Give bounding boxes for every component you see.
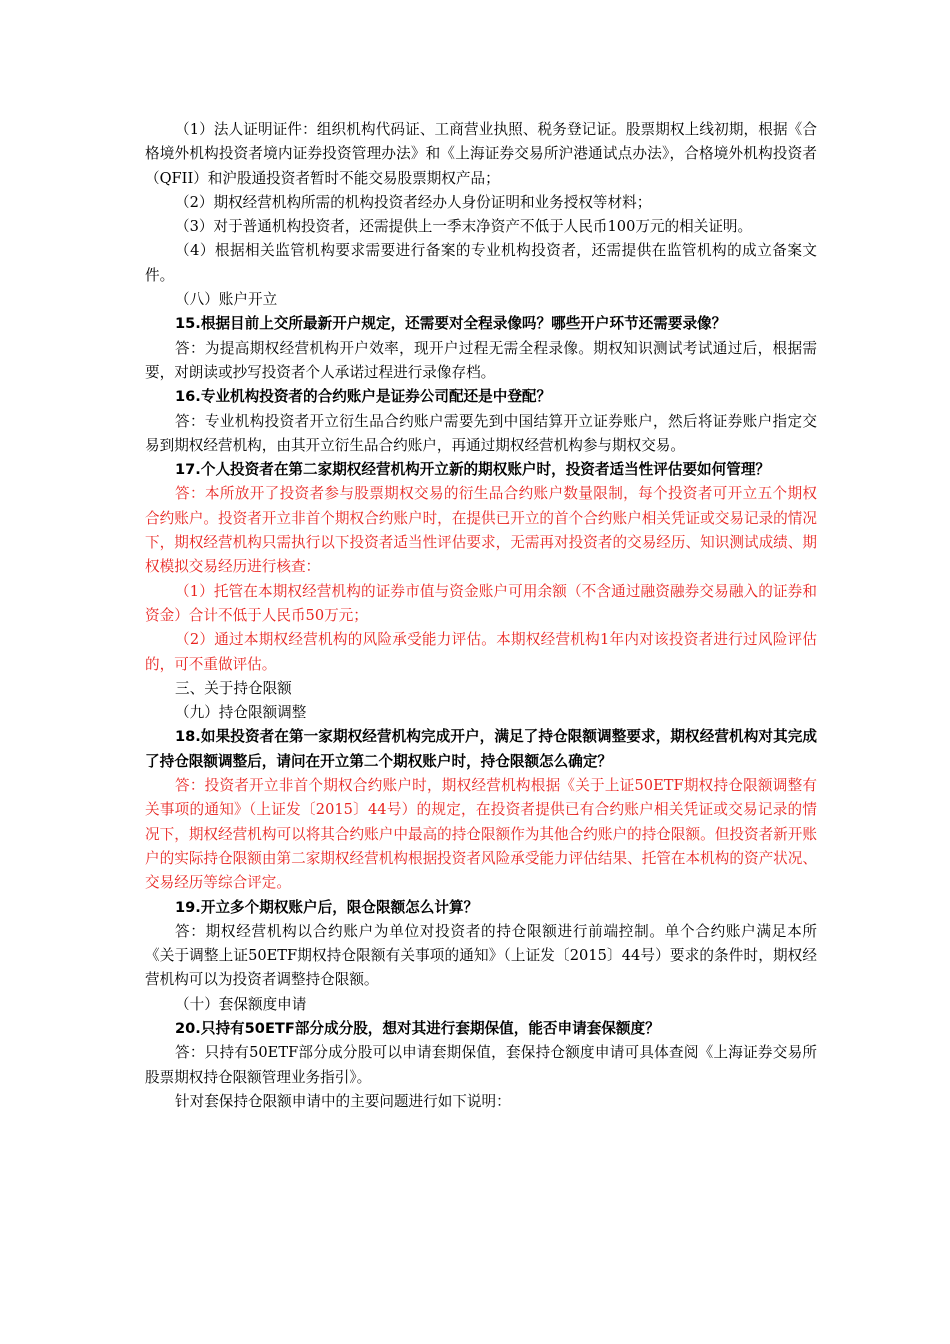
question-19: 19.开立多个期权账户后，限仓限额怎么计算？	[175, 898, 479, 916]
paragraph-item-1: （1）法人证明证件：组织机构代码证、工商营业执照、税务登记证。股票期权上线初期，根据《合格境外机构投资者境内证券投资管理办法》和《上海证券交易所沪港通试点办法》，合格境外机构投资者（QFII）和沪股通投资者暂时不能交易股票期权产品；	[145, 121, 817, 187]
paragraph-item-2: （2）期权经营机构所需的机构投资者经办人身份证明和业务授权等材料；	[175, 193, 652, 211]
question-18: 18.如果投资者在第一家期权经营机构完成开户，满足了持仓限额调整要求，期权经营机构对其完成了持仓限额调整后，请问在开立第二个期权账户时，持仓限额怎么确定？	[145, 728, 817, 770]
answer-18: 答：投资者开立非首个期权合约账户时，期权经营机构根据《关于上证50ETF期权持仓限额调整有关事项的通知》（上证发〔2015〕44号）的规定，在投资者提供已有合约账户相关凭证或交易记录的情况下，期权经营机构可以将其合约账户中最高的持仓限额作为其他合约账户的持仓限额。但投资者新开账户的实际持仓限额由第二家期权经营机构根据投资者风险承受能力评估结果、托管在本机构的资产状况、交易经历等综合评定。	[145, 777, 817, 892]
answer-19: 答：期权经营机构以合约账户为单位对投资者的持仓限额进行前端控制。单个合约账户满足本所《关于调整上证50ETF期权持仓限额有关事项的通知》（上证发〔2015〕44号）要求的条件时，期权经营机构可以为投资者调整持仓限额。	[145, 922, 817, 989]
answer-15: 答：为提高期权经营机构开户效率，现开户过程无需全程录像。期权知识测试考试通过后，根据需要，对朗读或抄写投资者个人承诺过程进行录像存档。	[145, 339, 817, 381]
answer-16: 答：专业机构投资者开立衍生品合约账户需要先到中国结算开立证券账户，然后将证券账户指定交易到期权经营机构，由其开立衍生品合约账户，再通过期权经营机构参与期权交易。	[145, 412, 817, 454]
section-heading-9: （九）持仓限额调整	[175, 704, 307, 722]
question-17: 17.个人投资者在第二家期权经营机构开立新的期权账户时，投资者适当性评估要如何管理？	[175, 461, 771, 479]
section-heading-10: （十）套保额度申请	[175, 995, 307, 1013]
answer-17: 答：本所放开了投资者参与股票期权交易的衍生品合约账户数量限制，每个投资者可开立五个期权合约账户。投资者开立非首个期权合约账户时，在提供已开立的首个合约账户相关凭证或交易记录的情况下，期权经营机构只需执行以下投资者适当性评估要求，无需再对投资者的交易经历、知识测试成绩、期权模拟交易经历进行核查：	[145, 485, 817, 576]
section-heading-8: （八）账户开立	[175, 291, 278, 309]
chapter-heading-3: 三、关于持仓限额	[175, 679, 292, 697]
document-body	[145, 118, 817, 1114]
question-15: 15.根据目前上交所最新开户规定，还需要对全程录像吗？哪些开户环节还需要录像？	[175, 315, 727, 333]
question-20: 20.只持有50ETF部分成分股，想对其进行套期保值，能否申请套保额度？	[175, 1019, 660, 1037]
answer-17-item-2: （2）通过本期权经营机构的风险承受能力评估。本期权经营机构1年内对该投资者进行过风险评估的，可不重做评估。	[145, 631, 817, 673]
paragraph-item-4: （4）根据相关监管机构要求需要进行备案的专业机构投资者，还需提供在监管机构的成立备案文件。	[145, 242, 817, 284]
closing-paragraph: 针对套保持仓限额申请中的主要问题进行如下说明：	[175, 1092, 511, 1110]
answer-20: 答：只持有50ETF部分成分股可以申请套期保值，套保持仓额度申请可具体查阅《上海证券交易所股票期权持仓限额管理业务指引》。	[145, 1044, 817, 1086]
question-16: 16.专业机构投资者的合约账户是证券公司配还是中登配？	[175, 388, 552, 406]
paragraph-item-3: （3）对于普通机构投资者，还需提供上一季末净资产不低于人民币100万元的相关证明。	[175, 218, 753, 236]
answer-17-item-1: （1）托管在本期权经营机构的证券市值与资金账户可用余额（不含通过融资融券交易融入的证券和资金）合计不低于人民币50万元；	[145, 582, 817, 624]
